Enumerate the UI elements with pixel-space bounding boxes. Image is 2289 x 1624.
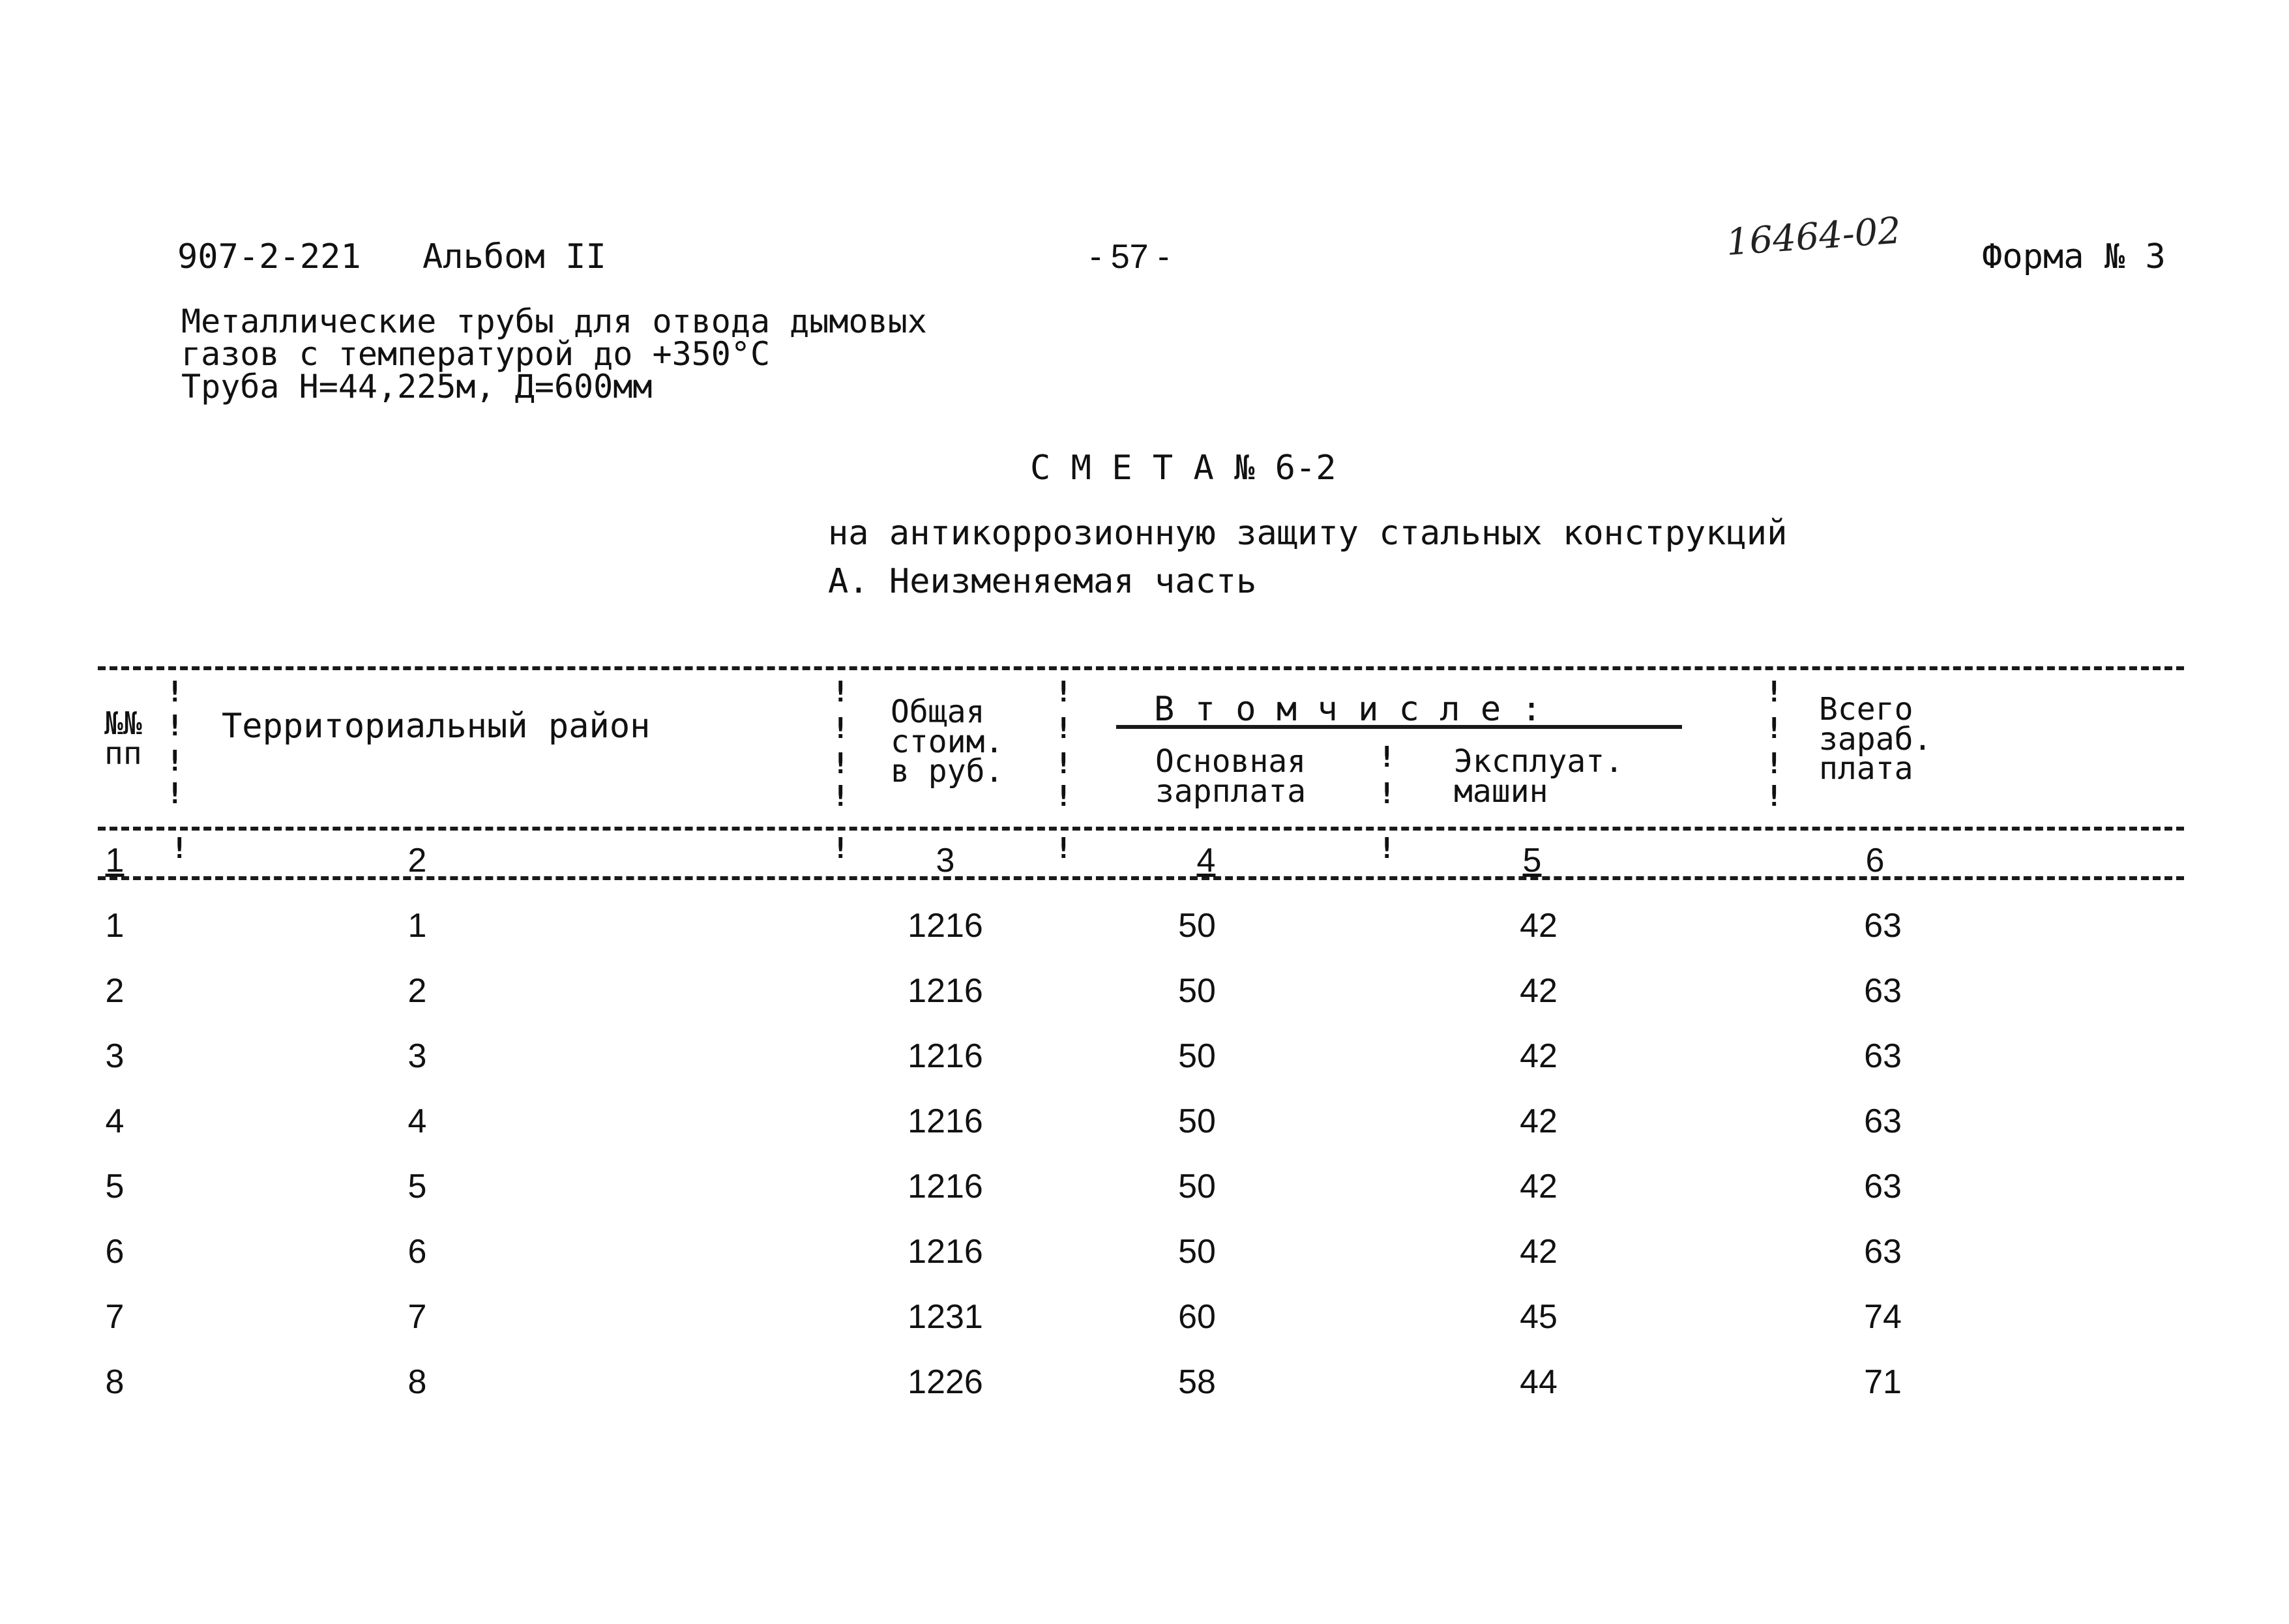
row-machines: 42 bbox=[1520, 1037, 1558, 1075]
separator-mark: ! bbox=[1055, 832, 1072, 865]
col-header-including: В т о м ч и с л е : bbox=[1154, 690, 1542, 729]
estimate-heading: С М Е Т А № 6-2 bbox=[1030, 449, 1336, 488]
row-machines: 42 bbox=[1520, 1102, 1558, 1140]
separator-mark: ! bbox=[1055, 675, 1072, 709]
row-machines: 44 bbox=[1520, 1363, 1558, 1401]
separator-mark: ! bbox=[1765, 712, 1783, 745]
separator-mark: ! bbox=[1378, 777, 1396, 810]
col-header-district: Территориальный район bbox=[222, 707, 651, 746]
col-header-total-cost: Общая стоим. в руб. bbox=[891, 694, 1004, 790]
separator-mark: ! bbox=[166, 675, 184, 709]
estimate-subtitle: на антикоррозионную защиту стальных конструкций bbox=[828, 514, 1788, 553]
separator-mark: ! bbox=[1765, 780, 1783, 813]
row-machines: 42 bbox=[1520, 1168, 1558, 1205]
row-machines: 45 bbox=[1520, 1298, 1558, 1336]
row-total-wages: 63 bbox=[1864, 1037, 1902, 1075]
row-machines: 42 bbox=[1520, 1233, 1558, 1271]
col-header-machines: Эксплуат. машин bbox=[1454, 743, 1624, 810]
row-number: 7 bbox=[105, 1298, 125, 1336]
row-district: 5 bbox=[407, 1168, 427, 1205]
separator-mark: ! bbox=[171, 832, 188, 865]
row-total-cost: 1231 bbox=[908, 1298, 983, 1336]
separator-mark: ! bbox=[1055, 747, 1072, 780]
row-number: 5 bbox=[105, 1168, 125, 1205]
row-base-pay: 58 bbox=[1178, 1363, 1216, 1401]
row-total-cost: 1226 bbox=[908, 1363, 983, 1401]
row-machines: 42 bbox=[1520, 972, 1558, 1010]
row-total-wages: 63 bbox=[1864, 907, 1902, 945]
column-number: 4 bbox=[1196, 842, 1216, 879]
row-district: 3 bbox=[407, 1037, 427, 1075]
separator-mark: ! bbox=[1378, 741, 1396, 774]
row-base-pay: 50 bbox=[1178, 1037, 1216, 1075]
subject-line-2: газов с температурой до +350°С bbox=[181, 335, 771, 373]
separator-mark: ! bbox=[166, 777, 184, 810]
column-number: 3 bbox=[936, 842, 955, 879]
separator-mark: ! bbox=[166, 745, 184, 778]
row-total-cost: 1216 bbox=[908, 1037, 983, 1075]
row-district: 7 bbox=[407, 1298, 427, 1336]
row-base-pay: 60 bbox=[1178, 1298, 1216, 1336]
separator-mark: ! bbox=[1765, 747, 1783, 780]
row-total-wages: 63 bbox=[1864, 1168, 1902, 1205]
row-total-wages: 63 bbox=[1864, 1102, 1902, 1140]
section-label: А. Неизменяемая часть bbox=[828, 562, 1257, 601]
column-number: 2 bbox=[407, 842, 427, 879]
row-number: 3 bbox=[105, 1037, 125, 1075]
row-number: 2 bbox=[105, 972, 125, 1010]
column-number: 6 bbox=[1865, 842, 1885, 879]
separator-mark: ! bbox=[166, 709, 184, 743]
row-number: 4 bbox=[105, 1102, 125, 1140]
subject-line-1: Металлические трубы для отвода дымовых bbox=[181, 303, 927, 340]
subject-line-3: Труба Н=44,225м, Д=600мм bbox=[181, 368, 653, 406]
row-district: 4 bbox=[407, 1102, 427, 1140]
col-header-total-wages: Всего зараб. плата bbox=[1819, 691, 1932, 788]
col-header-number: №№ пп bbox=[104, 705, 142, 772]
form-label: Форма № 3 bbox=[1982, 237, 2166, 276]
row-base-pay: 50 bbox=[1178, 907, 1216, 945]
album-label: Альбом II bbox=[422, 237, 606, 276]
row-base-pay: 50 bbox=[1178, 1102, 1216, 1140]
row-number: 6 bbox=[105, 1233, 125, 1271]
row-base-pay: 50 bbox=[1178, 1233, 1216, 1271]
row-total-cost: 1216 bbox=[908, 907, 983, 945]
row-total-cost: 1216 bbox=[908, 972, 983, 1010]
handwritten-code: 16464-02 bbox=[1724, 209, 1902, 264]
row-district: 8 bbox=[407, 1363, 427, 1401]
row-total-wages: 71 bbox=[1864, 1363, 1902, 1401]
row-district: 2 bbox=[407, 972, 427, 1010]
row-total-cost: 1216 bbox=[908, 1168, 983, 1205]
header-bottom-rule bbox=[98, 827, 2184, 831]
col-header-base-pay: Основная зарплата bbox=[1155, 743, 1307, 810]
row-district: 1 bbox=[407, 907, 427, 945]
row-total-cost: 1216 bbox=[908, 1102, 983, 1140]
document-code: 907-2-221 bbox=[177, 237, 361, 276]
separator-mark: ! bbox=[832, 780, 849, 813]
table-top-rule bbox=[98, 666, 2184, 670]
separator-mark: ! bbox=[832, 832, 849, 865]
separator-mark: ! bbox=[1055, 780, 1072, 813]
separator-mark: ! bbox=[832, 675, 849, 709]
separator-mark: ! bbox=[832, 747, 849, 780]
row-machines: 42 bbox=[1520, 907, 1558, 945]
row-base-pay: 50 bbox=[1178, 1168, 1216, 1205]
row-base-pay: 50 bbox=[1178, 972, 1216, 1010]
row-number: 1 bbox=[105, 907, 125, 945]
row-number: 8 bbox=[105, 1363, 125, 1401]
row-total-cost: 1216 bbox=[908, 1233, 983, 1271]
page-number: - 57 - bbox=[1090, 238, 1170, 276]
row-district: 6 bbox=[407, 1233, 427, 1271]
row-total-wages: 63 bbox=[1864, 1233, 1902, 1271]
separator-mark: ! bbox=[832, 712, 849, 745]
separator-mark: ! bbox=[1765, 675, 1783, 709]
row-total-wages: 63 bbox=[1864, 972, 1902, 1010]
separator-mark: ! bbox=[1378, 832, 1396, 865]
row-total-wages: 74 bbox=[1864, 1298, 1902, 1336]
separator-mark: ! bbox=[1055, 712, 1072, 745]
column-number: 1 bbox=[105, 842, 125, 879]
column-number: 5 bbox=[1522, 842, 1542, 879]
